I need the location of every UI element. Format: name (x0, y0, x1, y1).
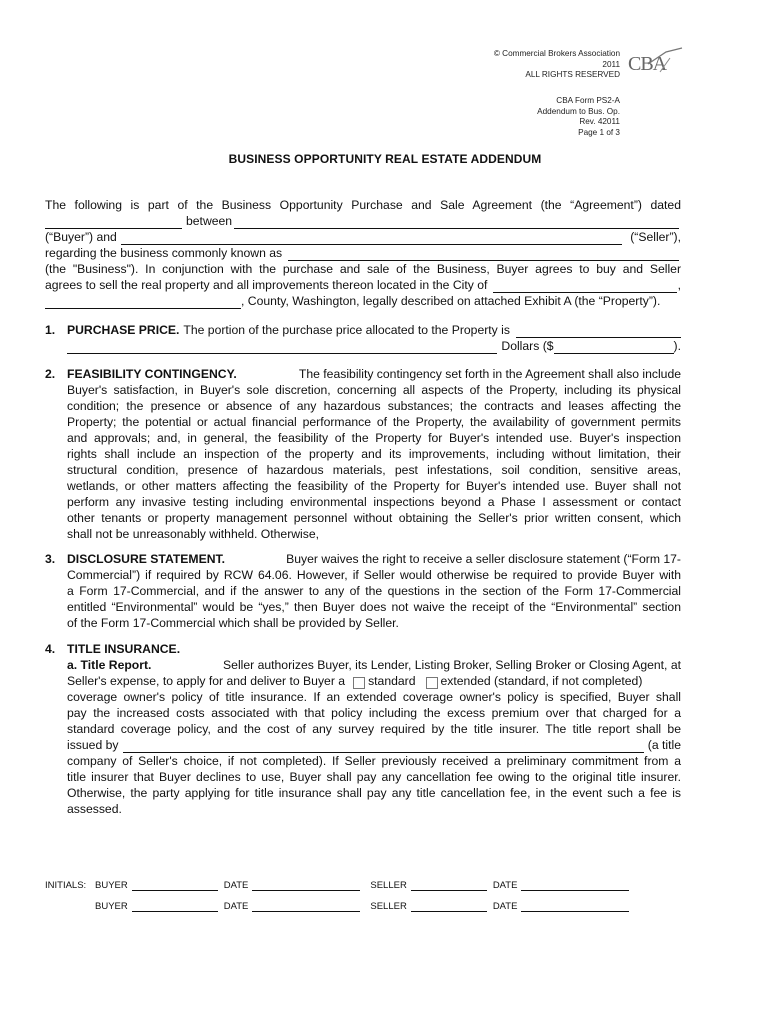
seller-initials-field[interactable] (411, 881, 487, 891)
between-label: between (186, 214, 233, 228)
initials-buyer-label: BUYER (95, 901, 128, 912)
section-3-line: entitled “Environmental” would be “yes,” then Buyer does not waive the receipt of the “Environmental” section (67, 600, 681, 614)
buyer-and-label: (“Buyer”) and (45, 230, 117, 244)
city-field[interactable] (493, 281, 676, 293)
standard-checkbox[interactable] (353, 677, 365, 689)
initials-date-label: DATE (223, 880, 249, 891)
a-title-label: (a title (647, 738, 681, 752)
rights-reserved: ALL RIGHTS RESERVED (525, 70, 620, 80)
section-2-number: 2. (45, 367, 56, 381)
section-3-line-1 (67, 552, 681, 567)
section-1-line-1 (67, 323, 681, 338)
section-2-line: perform any invasive testing including environmental inspections beyond a Phase I assessment or contact (67, 495, 681, 509)
section-2-line-1 (67, 367, 681, 382)
form-revision: Rev. 42011 (579, 117, 620, 127)
section-3-number: 3. (45, 552, 56, 566)
copyright-year: 2011 (602, 59, 620, 69)
initials-seller-label: SELLER (370, 901, 407, 912)
intro-line-2 (45, 214, 681, 229)
title-company-field[interactable] (123, 741, 644, 753)
initials-date-label: DATE (492, 880, 518, 891)
buyer-date-field[interactable] (252, 881, 360, 891)
initials-buyer-label: BUYER (95, 880, 128, 891)
section-2-line: structural condition, presence of hazardous materials, pest infestations, soil condition, sensitive areas, (67, 463, 681, 477)
extended-label: extended (standard, if not completed) (440, 674, 643, 688)
intro-line-4 (45, 246, 681, 261)
section-2-line: wetlands, or other matters affecting the feasibility of the Property for Buyer's intended use. Buyer shall not (67, 479, 681, 493)
seller-name-field[interactable] (121, 233, 622, 245)
initials-date-label: DATE (492, 901, 518, 912)
section-4-line: title insurer that Buyer declines to use, Buyer shall pay any cancellation fee owing to the original title insurer. (67, 770, 681, 784)
section-3-text: Buyer waives the right to receive a seller disclosure statement (“Form 17- (286, 552, 681, 566)
section-1-number: 1. (45, 323, 56, 337)
section-2-heading: FEASIBILITY CONTINGENCY. (67, 367, 237, 381)
section-2-line: other tenants or property management personnel without obtaining the Seller's prior written consent, which (67, 511, 681, 525)
intro-line-1: The following is part of the Business Opportunity Purchase and Sale Agreement (the “Agreement”) dated (45, 198, 681, 212)
section-2-line: Buyer's satisfaction, in Buyer's sole discretion, concerning all aspects of the Property, including its physical (67, 383, 681, 397)
title-report-subheading: a. Title Report. (67, 658, 152, 672)
header-form-block (420, 96, 620, 138)
section-3-last-line: of the Form 17-Commercial which shall be provided by Seller. (67, 616, 399, 630)
intro-line-5: (the "Business"). In conjunction with the purchase and sale of the Business, Buyer agrees to buy and Seller (45, 262, 681, 276)
section-4-heading-line (67, 642, 681, 657)
intro-line-6 (45, 278, 681, 293)
price-words-field[interactable] (67, 342, 497, 354)
dollars-close: ). (673, 339, 681, 353)
deliver-label: Seller's expense, to apply for and deliver to Buyer a (67, 674, 346, 688)
cba-logo (626, 46, 684, 76)
intro-line-7 (45, 294, 681, 309)
section-1-heading: PURCHASE PRICE. (67, 323, 180, 337)
price-amount-field[interactable] (554, 342, 674, 354)
section-4-line: coverage owner's policy of title insurance. If an extended coverage owner's policy is specified, Buyer shall (67, 690, 681, 704)
known-as-label: regarding the business commonly known as (45, 246, 283, 260)
section-2-line: rights shall include an inspection of the property and its improvements, including without limitation, their (67, 447, 681, 461)
section-3-heading: DISCLOSURE STATEMENT. (67, 552, 225, 566)
section-4-heading: TITLE INSURANCE. (67, 642, 181, 656)
standard-label: standard (368, 674, 416, 688)
copyright-text: © Commercial Brokers Association (493, 49, 620, 58)
section-2-line: Property; the potential or actual financial performance of the Property, the availability of government permits (67, 415, 681, 429)
section-4-line: pay the increased costs associated with that policy including the excess premium over that charged for a (67, 706, 681, 720)
section-4-line-1 (67, 658, 681, 673)
extended-checkbox[interactable] (426, 677, 438, 689)
section-4-line: company of Seller's choice, if not completed). If Seller previously received a preliminary commitment from a (67, 754, 681, 768)
buyer-date-field[interactable] (252, 902, 360, 912)
dollars-label: Dollars ($ (501, 339, 554, 353)
header-copyright-block (420, 49, 620, 81)
section-4-text: Seller authorizes Buyer, its Lender, Listing Broker, Selling Broker or Closing Agent, at (223, 658, 681, 672)
form-number: CBA Form PS2-A (556, 96, 620, 105)
section-1-text: The portion of the purchase price allocated to the Property is (183, 323, 510, 337)
initials-row-1 (45, 880, 629, 891)
section-4-line: Otherwise, the party applying for title insurance shall pay any title cancellation fee, in the event such a fee is (67, 786, 681, 800)
intro-line-3 (45, 230, 681, 245)
seller-label: (“Seller”), (630, 230, 681, 244)
city-label: agrees to sell the real property and all improvements thereon located in the City of (45, 278, 488, 292)
issued-by-label: issued by (67, 738, 119, 752)
section-3-line: a Form 17-Commercial, and if the answer to any of the questions in the section of the Form 17-Commercial (67, 584, 681, 598)
city-comma: , (677, 278, 681, 292)
buyer-name-field[interactable] (234, 217, 679, 229)
initials-row-2 (95, 901, 629, 912)
date-field[interactable] (45, 217, 182, 229)
form-addendum: Addendum to Bus. Op. (537, 106, 620, 116)
initials-seller-label: SELLER (370, 880, 407, 891)
buyer-initials-field[interactable] (132, 902, 218, 912)
price-field[interactable] (516, 326, 681, 338)
seller-date-field[interactable] (521, 881, 629, 891)
section-2-last-line: shall not be unreasonably withheld. Otherwise, (67, 527, 320, 541)
section-1-line-2 (67, 339, 681, 354)
document-title: BUSINESS OPPORTUNITY REAL ESTATE ADDENDUM (228, 152, 542, 166)
section-4-line-2 (67, 674, 681, 689)
buyer-initials-field[interactable] (132, 881, 218, 891)
section-4-number: 4. (45, 642, 56, 656)
seller-initials-field[interactable] (411, 902, 487, 912)
section-4-line: standard coverage policy, and the cost of any survey required by the title insurer. The title report shall be (67, 722, 681, 736)
business-name-field[interactable] (288, 249, 679, 261)
section-3-line: Commercial”) if required by RCW 64.06. However, if Seller would otherwise be required to provide Buyer with (67, 568, 681, 582)
initials-label: INITIALS: (45, 880, 87, 891)
svg-text:CBA: CBA (628, 53, 667, 75)
section-2-line: and approvals; and, in general, the feasibility of the Property for Buyer's intended use. Buyer's inspection (67, 431, 681, 445)
section-2-line: condition; the presence or absence of any hazardous substances; the contracts and leases affecting the (67, 399, 681, 413)
initials-date-label: DATE (223, 901, 249, 912)
section-2-text: The feasibility contingency set forth in the Agreement shall also include (298, 367, 681, 381)
county-label: , County, Washington, legally described on attached Exhibit A (the “Property”). (241, 294, 661, 308)
section-4-issued-line (67, 738, 681, 753)
county-field[interactable] (45, 297, 241, 309)
seller-date-field[interactable] (521, 902, 629, 912)
page-number: Page 1 of 3 (578, 127, 620, 137)
section-4-last-line: assessed. (67, 802, 122, 816)
